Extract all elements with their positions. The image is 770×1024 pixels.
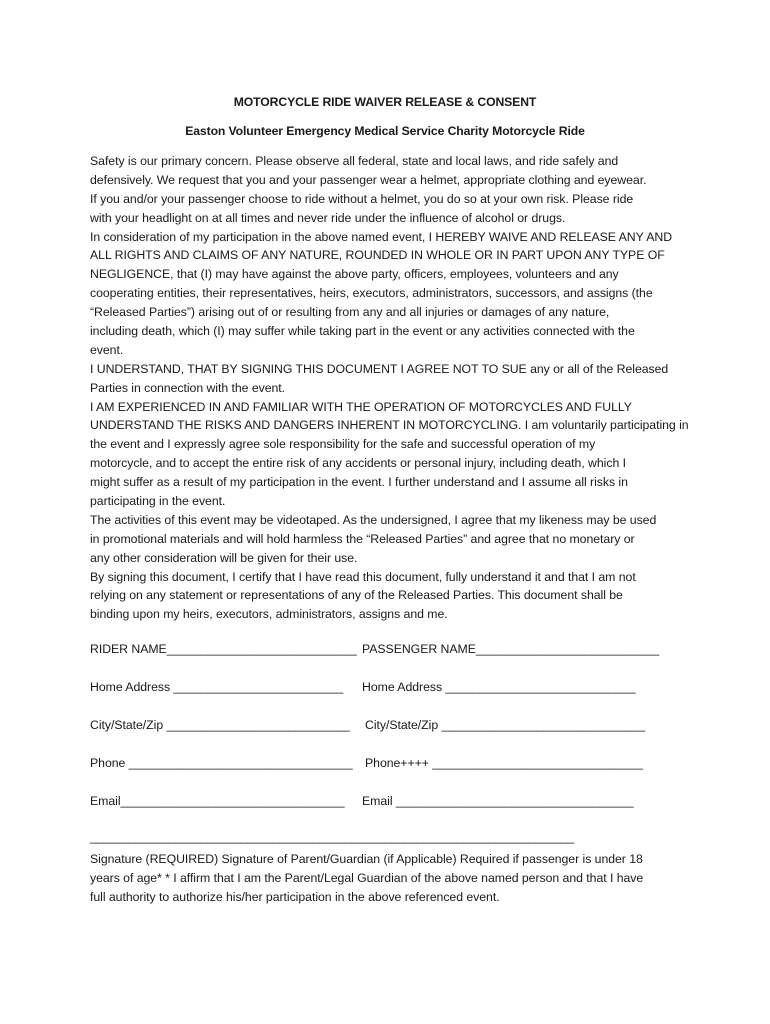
body-line: In consideration of my participation in the above named event, I HEREBY WAIVE AND RELEASE ANY AND	[90, 229, 673, 244]
rider-address-field[interactable]: Home Address _________________________	[90, 680, 344, 694]
body-line: I UNDERSTAND, THAT BY SIGNING THIS DOCUMENT I AGREE NOT TO SUE any or all of the Released	[90, 361, 669, 376]
document-subtitle: Easton Volunteer Emergency Medical Service Charity Motorcycle Ride	[185, 124, 585, 138]
body-line: “Released Parties”) arising out of or resulting from any and all injuries or damages of any nature,	[90, 305, 610, 320]
signature-text-line: years of age* * I affirm that I am the Parent/Legal Guardian of the above named person and that I have	[90, 870, 644, 885]
body-line: cooperating entities, their representatives, heirs, executors, administrators, successors, and assigns (the	[90, 286, 653, 301]
body-line: any other consideration will be given for their use.	[90, 550, 358, 565]
passenger-name-field[interactable]: PASSENGER NAME___________________________	[362, 642, 660, 656]
body-line: The activities of this event may be videotaped. As the undersigned, I agree that my likeness may be used	[90, 512, 657, 527]
rider-name-field[interactable]: RIDER NAME____________________________	[90, 642, 357, 656]
body-line: defensively. We request that you and your passenger wear a helmet, appropriate clothing and eyewear.	[90, 172, 647, 187]
body-line: NEGLIGENCE, that (I) may have against the above party, officers, employees, volunteers and any	[90, 267, 619, 282]
document-title: MOTORCYCLE RIDE WAIVER RELEASE & CONSENT	[233, 95, 537, 109]
body-line: I AM EXPERIENCED IN AND FAMILIAR WITH THE OPERATION OF MOTORCYCLES AND FULLY	[90, 399, 632, 414]
body-line: Parties in connection with the event.	[90, 380, 286, 395]
passenger-city-field[interactable]: City/State/Zip ______________________________	[365, 718, 646, 732]
body-line: binding upon my heirs, executors, administrators, assigns and me.	[90, 607, 448, 622]
rider-city-field[interactable]: City/State/Zip ___________________________	[90, 718, 350, 732]
body-line: the event and I expressly agree sole responsibility for the safe and successful operation of my	[90, 437, 596, 452]
passenger-address-field[interactable]: Home Address ____________________________	[362, 680, 636, 694]
body-line: ALL RIGHTS AND CLAIMS OF ANY NATURE, ROUNDED IN WHOLE OR IN PART UPON ANY TYPE OF	[90, 248, 665, 263]
body-line: motorcycle, and to accept the entire risk of any accidents or personal injury, including death, which I	[90, 456, 626, 471]
signature-text-line: full authority to authorize his/her participation in the above referenced event.	[90, 889, 500, 904]
body-line: If you and/or your passenger choose to ride without a helmet, you do so at your own risk. Please ride	[90, 191, 634, 206]
body-line: relying on any statement or representations of any of the Released Parties. This document shall be	[90, 588, 623, 603]
body-line: UNDERSTAND THE RISKS AND DANGERS INHERENT IN MOTORCYCLING. I am voluntarily participating in	[90, 418, 689, 433]
passenger-phone-field[interactable]: Phone++++ _______________________________	[365, 756, 643, 770]
passenger-email-field[interactable]: Email ___________________________________	[362, 794, 634, 808]
body-line: By signing this document, I certify that I have read this document, fully understand it and that I am not	[90, 569, 636, 584]
waiver-body	[90, 152, 690, 624]
body-line: in promotional materials and will hold harmless the “Released Parties” and agree that no monetary or	[90, 531, 635, 546]
body-line: participating in the event.	[90, 494, 226, 509]
signature-text-line: Signature (REQUIRED) Signature of Parent/Guardian (if Applicable) Required if passenger is under 18	[90, 852, 643, 866]
signature-notice	[90, 850, 690, 907]
body-line: including death, which (I) may suffer while taking part in the event or any activities connected with the	[90, 324, 635, 339]
body-line: Safety is our primary concern. Please observe all federal, state and local laws, and ride safely and	[90, 154, 619, 168]
rider-email-field[interactable]: Email_________________________________	[90, 794, 345, 808]
body-line: with your headlight on at all times and never ride under the influence of alcohol or drugs.	[90, 210, 566, 225]
body-line: might suffer as a result of my participation in the event. I further understand and I assume all risks in	[90, 475, 628, 490]
signature-line[interactable]: __________________________________________________________________________	[90, 830, 574, 844]
body-line: event.	[90, 342, 124, 357]
rider-phone-field[interactable]: Phone _________________________________	[90, 756, 353, 770]
